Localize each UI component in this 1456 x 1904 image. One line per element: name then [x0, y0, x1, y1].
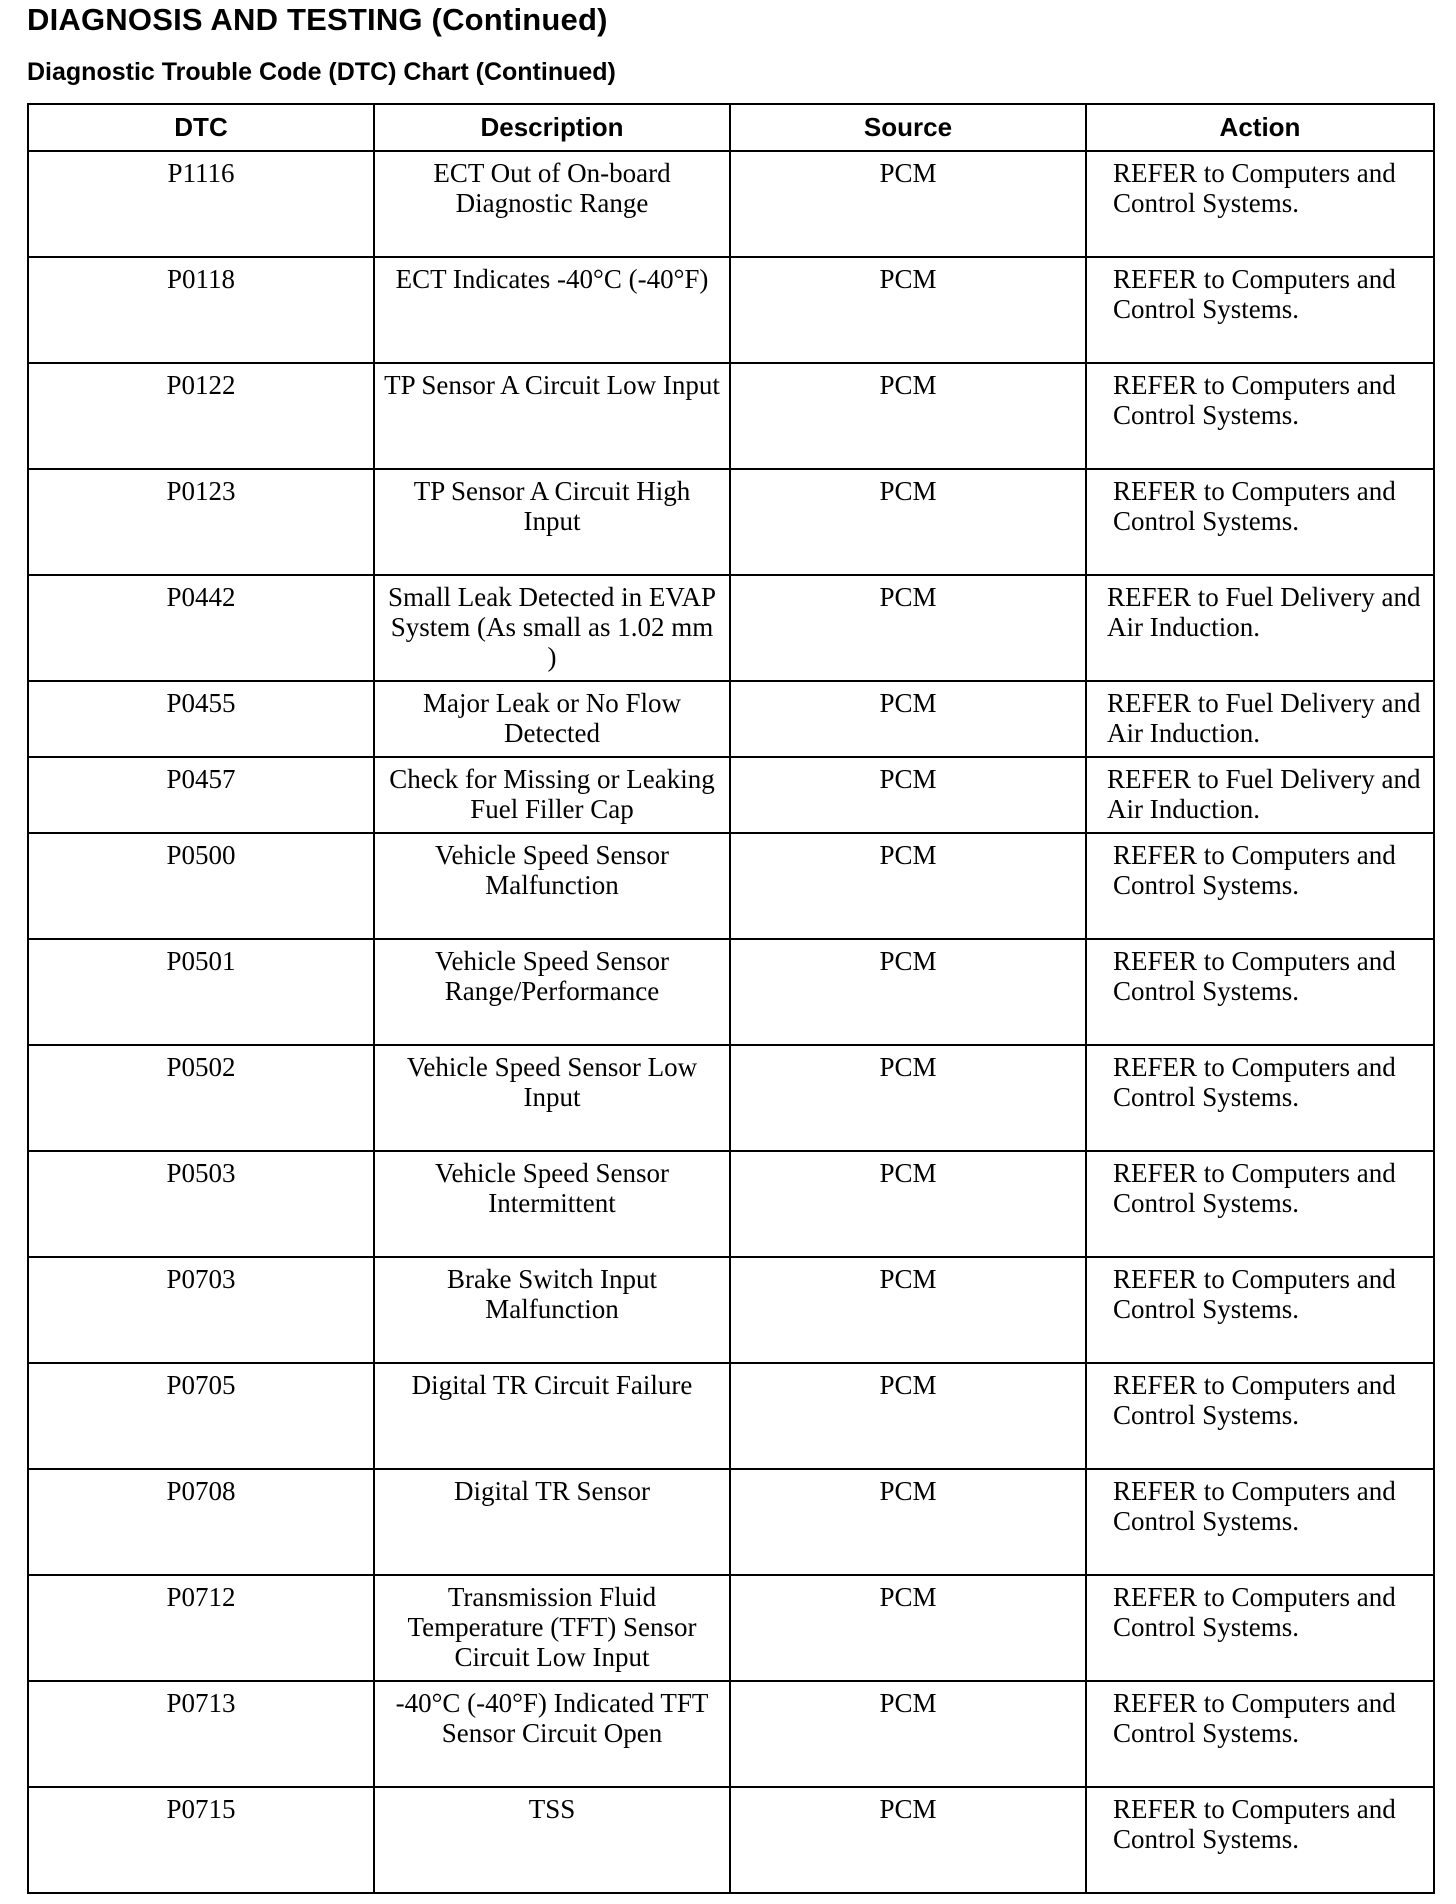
dtc-code: P0502	[28, 1045, 374, 1151]
dtc-action: REFER to Fuel Delivery and Air Induction.	[1086, 681, 1434, 757]
dtc-action: REFER to Computers and Control Systems.	[1086, 1469, 1434, 1575]
dtc-source: PCM	[730, 1151, 1086, 1257]
table-row	[28, 469, 1434, 575]
dtc-code: P0123	[28, 469, 374, 575]
table-row	[28, 575, 1434, 681]
dtc-code: P0713	[28, 1681, 374, 1787]
dtc-action: REFER to Computers and Control Systems.	[1086, 833, 1434, 939]
dtc-action: REFER to Computers and Control Systems.	[1086, 1787, 1434, 1893]
dtc-source: PCM	[730, 1787, 1086, 1893]
dtc-source: PCM	[730, 1257, 1086, 1363]
dtc-action: REFER to Computers and Control Systems.	[1086, 363, 1434, 469]
dtc-code: P1116	[28, 151, 374, 257]
dtc-code: P0442	[28, 575, 374, 681]
dtc-description: Check for Missing or Leaking Fuel Filler Cap	[374, 757, 730, 833]
table-row	[28, 681, 1434, 757]
dtc-description: Vehicle Speed Sensor Low Input	[374, 1045, 730, 1151]
dtc-description: TSS	[374, 1787, 730, 1893]
dtc-description: Vehicle Speed Sensor Intermittent	[374, 1151, 730, 1257]
dtc-description: -40°C (-40°F) Indicated TFT Sensor Circuit Open	[374, 1681, 730, 1787]
dtc-code: P0118	[28, 257, 374, 363]
dtc-code: P0455	[28, 681, 374, 757]
dtc-source: PCM	[730, 363, 1086, 469]
chart-subtitle: Diagnostic Trouble Code (DTC) Chart (Continued)	[27, 58, 616, 86]
dtc-action: REFER to Computers and Control Systems.	[1086, 939, 1434, 1045]
dtc-code: P0503	[28, 1151, 374, 1257]
dtc-description: Vehicle Speed Sensor Range/Performance	[374, 939, 730, 1045]
page-title: DIAGNOSIS AND TESTING (Continued)	[27, 2, 608, 37]
dtc-action: REFER to Computers and Control Systems.	[1086, 257, 1434, 363]
dtc-source: PCM	[730, 939, 1086, 1045]
dtc-action: REFER to Fuel Delivery and Air Induction.	[1086, 757, 1434, 833]
dtc-code: P0712	[28, 1575, 374, 1681]
dtc-source: PCM	[730, 757, 1086, 833]
dtc-code: P0122	[28, 363, 374, 469]
dtc-source: PCM	[730, 1363, 1086, 1469]
table-row	[28, 363, 1434, 469]
dtc-code: P0501	[28, 939, 374, 1045]
dtc-description: Digital TR Sensor	[374, 1469, 730, 1575]
dtc-action: REFER to Computers and Control Systems.	[1086, 151, 1434, 257]
table-header-row	[28, 104, 1434, 151]
dtc-chart-table	[27, 103, 1435, 1894]
dtc-description: Transmission Fluid Temperature (TFT) Sensor Circuit Low Input	[374, 1575, 730, 1681]
dtc-description: ECT Out of On-board Diagnostic Range	[374, 151, 730, 257]
table-row	[28, 1575, 1434, 1681]
dtc-action: REFER to Computers and Control Systems.	[1086, 1363, 1434, 1469]
dtc-code: P0703	[28, 1257, 374, 1363]
column-header-source: Source	[730, 104, 1086, 151]
table-row	[28, 151, 1434, 257]
dtc-description: TP Sensor A Circuit High Input	[374, 469, 730, 575]
table-row	[28, 1681, 1434, 1787]
dtc-description: ECT Indicates -40°C (-40°F)	[374, 257, 730, 363]
table-row	[28, 1787, 1434, 1893]
dtc-action: REFER to Computers and Control Systems.	[1086, 469, 1434, 575]
table-row	[28, 757, 1434, 833]
dtc-action: REFER to Fuel Delivery and Air Induction.	[1086, 575, 1434, 681]
table-row	[28, 1257, 1434, 1363]
dtc-source: PCM	[730, 1469, 1086, 1575]
dtc-description: Digital TR Circuit Failure	[374, 1363, 730, 1469]
column-header-action: Action	[1086, 104, 1434, 151]
dtc-description: Vehicle Speed Sensor Malfunction	[374, 833, 730, 939]
table-row	[28, 1151, 1434, 1257]
dtc-source: PCM	[730, 151, 1086, 257]
table-row	[28, 1469, 1434, 1575]
dtc-source: PCM	[730, 681, 1086, 757]
dtc-action: REFER to Computers and Control Systems.	[1086, 1575, 1434, 1681]
dtc-action: REFER to Computers and Control Systems.	[1086, 1151, 1434, 1257]
dtc-source: PCM	[730, 1681, 1086, 1787]
dtc-source: PCM	[730, 257, 1086, 363]
column-header-description: Description	[374, 104, 730, 151]
dtc-code: P0708	[28, 1469, 374, 1575]
dtc-action: REFER to Computers and Control Systems.	[1086, 1045, 1434, 1151]
dtc-source: PCM	[730, 575, 1086, 681]
table-row	[28, 939, 1434, 1045]
dtc-source: PCM	[730, 1575, 1086, 1681]
dtc-code: P0705	[28, 1363, 374, 1469]
table-row	[28, 833, 1434, 939]
table-row	[28, 257, 1434, 363]
dtc-source: PCM	[730, 833, 1086, 939]
dtc-description: Brake Switch Input Malfunction	[374, 1257, 730, 1363]
dtc-code: P0500	[28, 833, 374, 939]
dtc-source: PCM	[730, 469, 1086, 575]
dtc-action: REFER to Computers and Control Systems.	[1086, 1681, 1434, 1787]
dtc-source: PCM	[730, 1045, 1086, 1151]
dtc-description: Small Leak Detected in EVAP System (As small as 1.02 mm )	[374, 575, 730, 681]
dtc-description: TP Sensor A Circuit Low Input	[374, 363, 730, 469]
table-row	[28, 1045, 1434, 1151]
column-header-dtc: DTC	[28, 104, 374, 151]
dtc-action: REFER to Computers and Control Systems.	[1086, 1257, 1434, 1363]
table-row	[28, 1363, 1434, 1469]
dtc-description: Major Leak or No Flow Detected	[374, 681, 730, 757]
dtc-code: P0715	[28, 1787, 374, 1893]
dtc-code: P0457	[28, 757, 374, 833]
